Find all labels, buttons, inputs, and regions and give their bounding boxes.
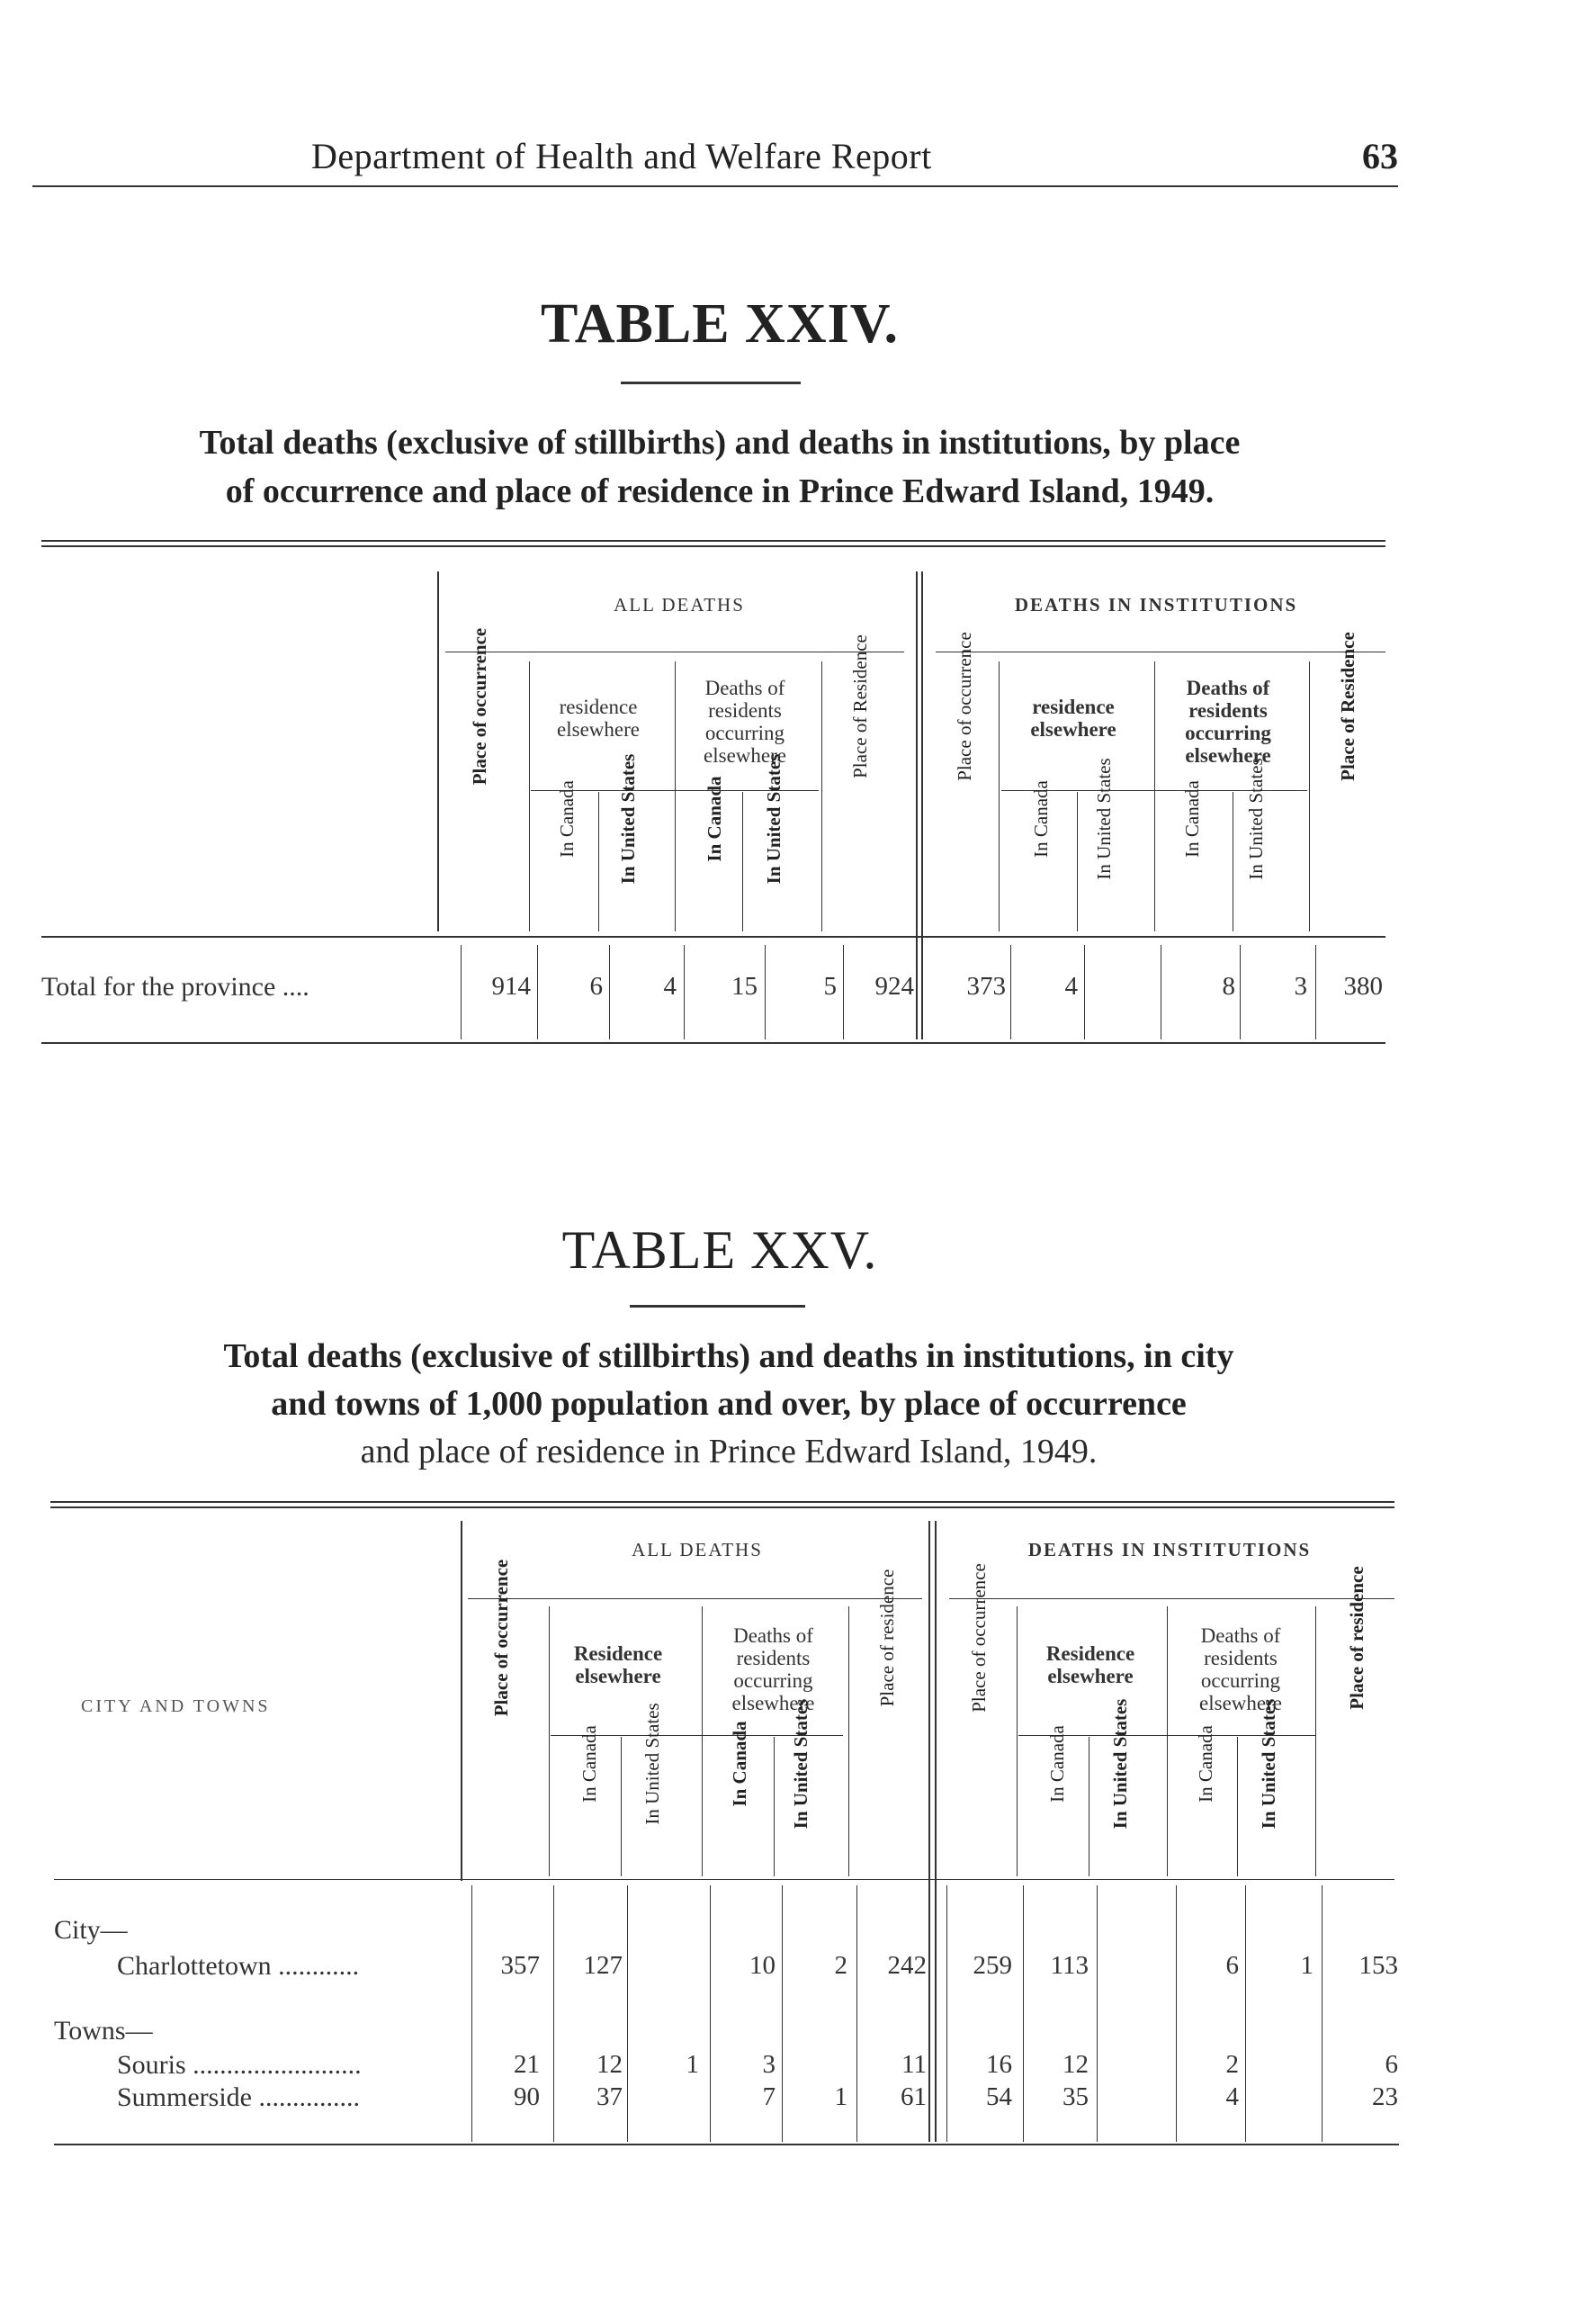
cell: 373 (966, 972, 1006, 1001)
place-of-occurrence-header: Place of occurrence (954, 632, 975, 781)
in-canada-header: In Canada (1030, 780, 1052, 858)
residence-elsewhere-header: Residence elsewhere (573, 1642, 663, 1687)
place-of-residence-header: Place of residence (876, 1569, 898, 1707)
in-canada-header: In Canada (556, 780, 578, 858)
row-label: Charlottetown ............ (117, 1951, 360, 1981)
in-united-states-header: In United States (1093, 758, 1115, 880)
place-of-occurrence-header: Place of occurrence (469, 627, 490, 786)
group-deaths-in-institutions: DEATHS IN INSTITUTIONS (1014, 594, 1298, 616)
deaths-of-residents-header: Deaths of residents occurring elsewhere (1199, 1624, 1282, 1714)
column-separator (1176, 1885, 1177, 2142)
row-label: Summerside ............... (117, 2082, 360, 2112)
place-of-residence-header: Place of Residence (849, 634, 871, 778)
cell: 90 (514, 2082, 540, 2111)
cell: 7 (762, 2082, 776, 2111)
column-separator (627, 1885, 628, 2142)
column-separator (471, 1885, 472, 2142)
deaths-of-residents-header: Deaths of residents occurring elsewhere (731, 1624, 815, 1714)
table-xxiv-caption-line1: Total deaths (exclusive of stillbirths) and deaths in institutions, by place (199, 424, 1241, 462)
cell: 12 (596, 2050, 623, 2079)
cell: 12 (1063, 2050, 1089, 2079)
city-heading: City— (54, 1915, 128, 1945)
cell: 54 (986, 2082, 1012, 2111)
cell: 1 (834, 2082, 847, 2111)
column-separator (1245, 1885, 1246, 2142)
in-canada-header: In Canada (1181, 780, 1203, 858)
in-united-states-header: In United States (763, 753, 785, 885)
cell: 914 (491, 972, 531, 1001)
cell: 380 (1343, 972, 1383, 1001)
in-united-states-header: In United States (1109, 1698, 1131, 1830)
cell: 37 (596, 2082, 623, 2111)
place-of-residence-header: Place of residence (1346, 1566, 1367, 1710)
cell: 127 (583, 1951, 623, 1980)
cell: 113 (1050, 1951, 1089, 1980)
table-xxv-caption-line2: and towns of 1,000 population and over, by place of occurrence (271, 1385, 1187, 1423)
cell: 1 (1300, 1951, 1314, 1980)
cell: 6 (1385, 2050, 1398, 2079)
group-all-deaths: ALL DEATHS (614, 594, 745, 616)
page-number: 63 (1362, 136, 1398, 176)
deaths-of-residents-header: Deaths of residents occurring elsewhere (1185, 677, 1271, 767)
column-separator (1322, 1885, 1323, 2142)
cell: 11 (901, 2050, 927, 2079)
deaths-of-residents-header: Deaths of residents occurring elsewhere (704, 677, 786, 767)
cell: 35 (1063, 2082, 1089, 2111)
in-united-states-header: In United States (1245, 758, 1267, 880)
cell: 3 (1294, 972, 1307, 1001)
cell: 15 (731, 972, 758, 1001)
row-label: Souris ......................... (117, 2050, 362, 2080)
in-canada-header: In Canada (578, 1725, 600, 1803)
place-of-occurrence-header: Place of occurrence (490, 1559, 512, 1717)
in-canada-header: In Canada (1046, 1725, 1068, 1803)
table-xxv-caption-line3: and place of residence in Prince Edward Island, 1949. (360, 1433, 1098, 1470)
table-xxv-title: TABLE XXV. (561, 1220, 878, 1280)
table-xxiv-title: TABLE XXIV. (540, 293, 900, 355)
cell: 242 (887, 1951, 927, 1980)
cell: 1 (686, 2050, 699, 2079)
cell: 5 (823, 972, 837, 1001)
residence-elsewhere-header: Residence elsewhere (1045, 1642, 1135, 1687)
cell: 924 (874, 972, 914, 1001)
cell: 2 (1225, 2050, 1239, 2079)
cell: 2 (834, 1951, 847, 1980)
place-of-residence-header: Place of Residence (1337, 632, 1358, 781)
cell: 10 (749, 1951, 776, 1980)
column-separator (856, 1885, 857, 2142)
column-separator (946, 1885, 947, 2142)
in-united-states-header: In United States (1258, 1698, 1279, 1830)
in-canada-header: In Canada (704, 776, 725, 862)
city-and-towns-header: CITY AND TOWNS (81, 1696, 271, 1716)
in-united-states-header: In United States (641, 1703, 663, 1825)
cell: 6 (589, 972, 603, 1001)
cell: 259 (973, 1951, 1012, 1980)
report-title: Department of Health and Welfare Report (311, 136, 932, 176)
group-deaths-in-institutions: DEATHS IN INSTITUTIONS (1027, 1539, 1312, 1560)
cell: 4 (663, 972, 677, 1001)
cell: 8 (1222, 972, 1235, 1001)
row-label: Total for the province .... (41, 972, 309, 1002)
group-all-deaths: ALL DEATHS (632, 1539, 763, 1560)
cell: 153 (1358, 1951, 1398, 1980)
place-of-occurrence-header: Place of occurrence (968, 1563, 990, 1713)
in-canada-header: In Canada (729, 1721, 750, 1807)
column-separator (553, 1885, 554, 2142)
column-separator (782, 1885, 783, 2142)
residence-elsewhere-header: residence elsewhere (557, 696, 640, 741)
in-canada-header: In Canada (1195, 1725, 1216, 1803)
cell: 357 (500, 1951, 540, 1980)
in-united-states-header: In United States (790, 1698, 811, 1830)
residence-elsewhere-header: residence elsewhere (1030, 696, 1116, 741)
cell: 21 (514, 2050, 540, 2079)
cell: 6 (1225, 1951, 1239, 1980)
table-xxv-caption-line1: Total deaths (exclusive of stillbirths) and deaths in institutions, in city (223, 1337, 1234, 1375)
cell: 3 (762, 2050, 776, 2079)
cell: 4 (1064, 972, 1078, 1001)
column-separator (1097, 1885, 1098, 2142)
cell: 16 (986, 2050, 1012, 2079)
cell: 4 (1225, 2082, 1239, 2111)
column-separator (1023, 1885, 1024, 2142)
in-united-states-header: In United States (617, 753, 639, 885)
cell: 23 (1372, 2082, 1398, 2111)
table-xxiv-caption-line2: of occurrence and place of residence in Prince Edward Island, 1949. (225, 472, 1215, 510)
towns-heading: Towns— (54, 2016, 153, 2046)
cell: 61 (901, 2082, 927, 2111)
column-separator (710, 1885, 711, 2142)
